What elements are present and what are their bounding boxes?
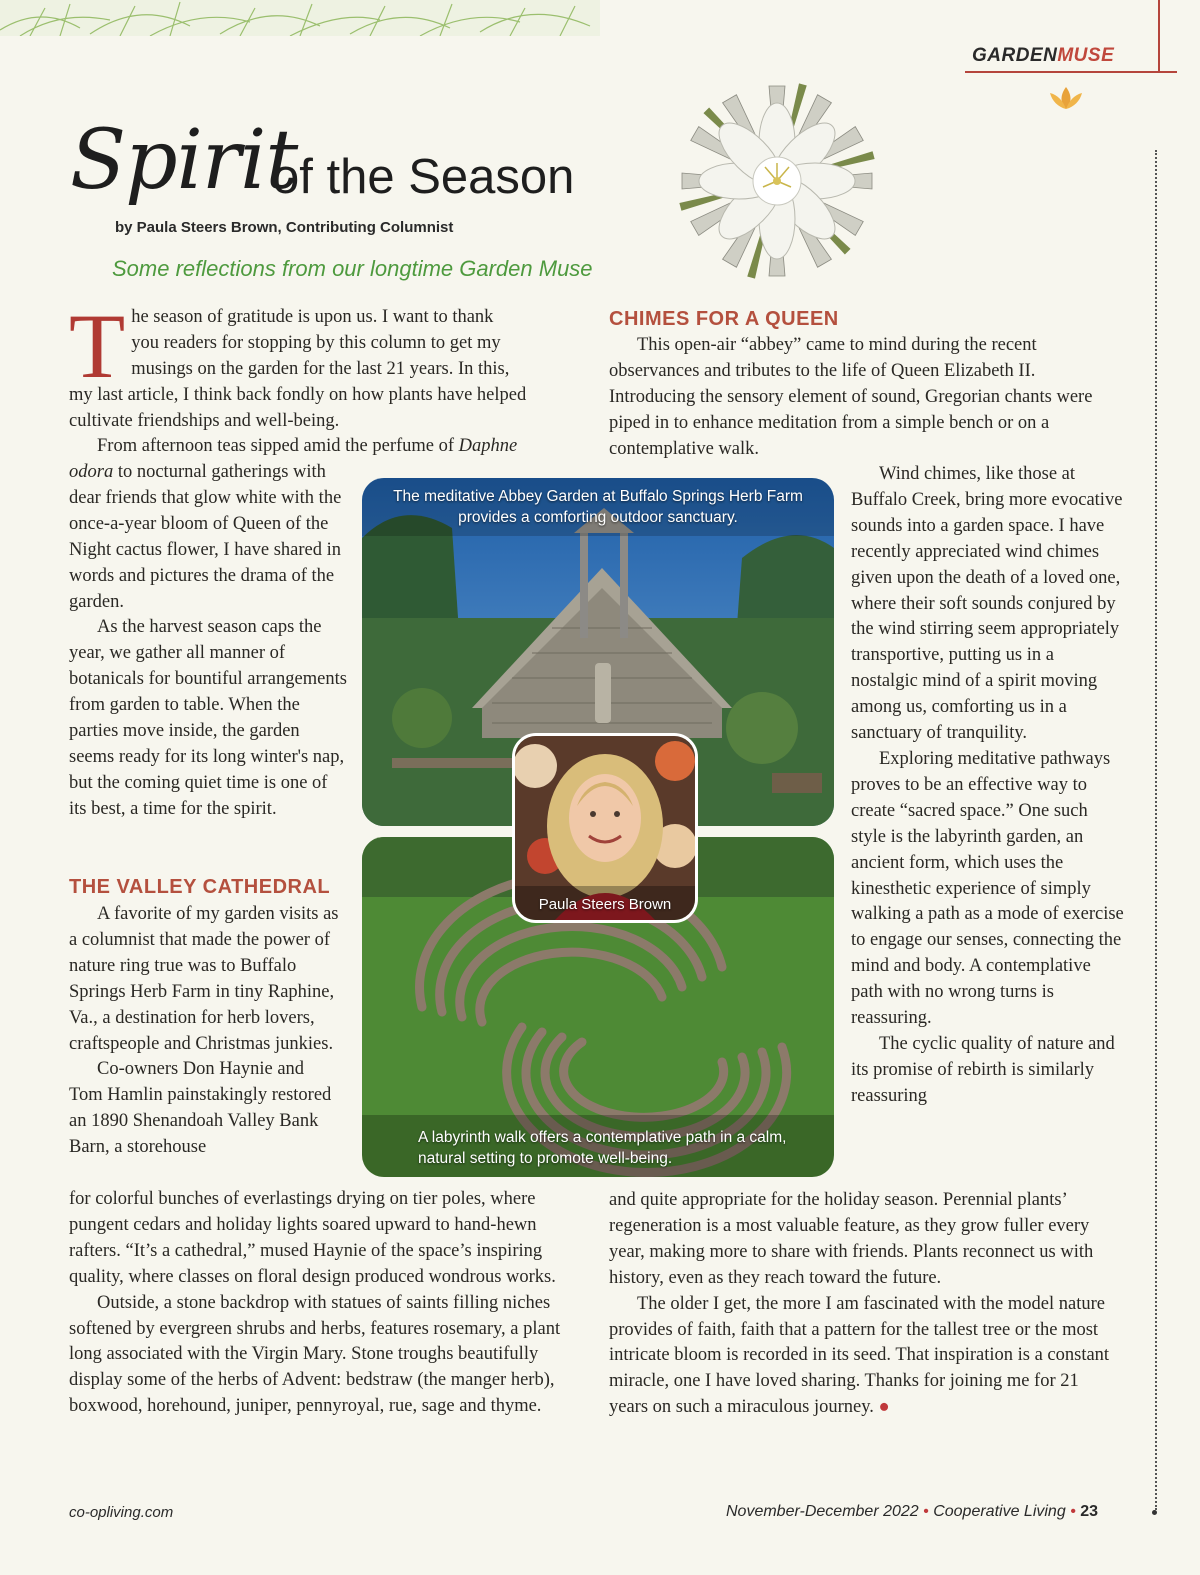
intro-paragraph-3: As the harvest season caps the year, we gather all manner of botanicals for bountiful arrangements from garden to table. When the parties move inside, the garden seems ready for its long winter's nap, but the coming quiet time is one of its best, a time for the spirit.: [69, 617, 347, 819]
footer-site: co-opliving.com: [69, 1504, 174, 1521]
chimes-paragraph-1: [609, 333, 1115, 463]
chimes-paragraph-5: [609, 1292, 1115, 1422]
chimes-paragraph-4a: The cyclic quality of nature and its promise of rebirth is similarly reassuring: [851, 1033, 1115, 1106]
intro-line-2: you readers for stopping by this column to get my: [131, 332, 501, 353]
footer-separator-2: •: [1070, 1503, 1076, 1520]
chimes-paragraph-2: Wind chimes, like those at Buffalo Creek, bring more evocative sounds into a garden space. I have recently appreciated wind chimes given upon the death of a loved one, where their soft sounds conjured by the wind stirring seem appropriately transportive, putting us in a nostalgic mind of a spirit moving among us, comforting us in a sanctuary of tranquility.: [851, 464, 1123, 744]
byline: by Paula Steers Brown, Contributing Columnist: [115, 219, 454, 236]
page-edge-dotted-rule: [1155, 150, 1157, 1510]
section-tag-word-1: GARDEN: [972, 45, 1058, 66]
labyrinth-caption: A labyrinth walk offers a contemplative path in a calm, natural setting to promote well-being.: [418, 1129, 787, 1167]
valley-column-wide: [69, 1187, 565, 1420]
intro-line-3: musings on the garden for the last 21 years. In this,: [131, 358, 510, 379]
footer-issue-info: [726, 1503, 1098, 1521]
valley-paragraph-3: Outside, a stone backdrop with statues of saints filling niches softened by evergreen shrubs and herbs, features rosemary, a plant long associated with the Virgin Mary. Stone troughs beautifully display some of the herbs of Advent: bedstraw (the manger herb), boxwood, horehound, juniper, pennyroyal, rue, sage and thyme.: [69, 1292, 561, 1417]
footer-issue: November-December 2022: [726, 1503, 919, 1520]
intro-p2-end: to nocturnal gatherings with dear friends that glow white with the once-a-year bloom of Queen of the Night cactus flower, I have shared in words and pictures the drama of the garden.: [69, 462, 342, 612]
chimes-paragraph-5-text: The older I get, the more I am fascinated with the model nature provides of faith, faith that a pattern for the tallest tree or the most intricate bloom is recorded in its seed. That inspiration is a constant miracle, one I have loved sharing. Thanks for joining me for 21 years on such a miraculous journey.: [609, 1293, 1110, 1418]
heading-valley-cathedral: THE VALLEY CATHEDRAL: [69, 876, 331, 898]
valley-paragraph-2b: for colorful bunches of everlastings drying on tier poles, where pungent cedars and holiday lights soared upward to hand-hewn rafters. “It’s a cathedral,” mused Haynie of the space’s inspiring quality, where classes on floral design produced wondrous works.: [69, 1189, 556, 1287]
footer-magazine: Cooperative Living: [933, 1503, 1066, 1520]
footer-separator-1: •: [923, 1503, 929, 1520]
deck-subtitle: Some reflections from our longtime Garden Muse: [112, 256, 593, 281]
page-title: of the Season: [272, 150, 575, 204]
page-number: 23: [1080, 1503, 1099, 1520]
valley-column-narrow: [69, 902, 339, 1161]
chimes-column-wide: [609, 1188, 1115, 1421]
valley-paragraph-1: A favorite of my garden visits as a columnist that made the power of nature ring true was to Buffalo Springs Herb Farm in tiny Raphine, Va., a destination for herb lovers, craftspeople and Christmas junkies.: [69, 904, 339, 1054]
drop-cap: T: [69, 295, 126, 397]
footer-end-dot: [1152, 1510, 1157, 1515]
chimes-paragraph-3: Exploring meditative pathways proves to be an effective way to create “sacred space.” One such style is the labyrinth garden, an ancient form, which uses the kinesthetic experience of simply walking a path as a mode of exercise to engage our senses, connecting the mind and body. A contemplative path with no wrong turns is reassuring.: [851, 748, 1124, 1029]
author-portrait: [512, 733, 698, 923]
abbey-caption: The meditative Abbey Garden at Buffalo Springs Herb Farm provides a comforting outdoor sanctuary.: [393, 488, 803, 526]
portrait-caption: Paula Steers Brown: [538, 896, 672, 913]
section-rule-vertical: [1158, 0, 1160, 72]
intro-paragraph-2-top: [69, 434, 565, 460]
section-tag-word-2: MUSE: [1057, 45, 1115, 66]
intro-p2-start: From afternoon teas sipped amid the perfume of: [97, 436, 459, 456]
section-rule-horizontal: [965, 71, 1177, 73]
lotus-icon: [1046, 85, 1086, 111]
title-script: Spirit: [70, 113, 298, 208]
section-tag: [972, 45, 1114, 67]
end-mark: ●: [878, 1397, 890, 1418]
chimes-paragraph-1-text: This open-air “abbey” came to mind during the recent observances and tributes to the life of Queen Elizabeth II. Introducing the sensory element of sound, Gregorian chants were piped in to enhance meditation from a simple bench or on a contemplative walk.: [609, 335, 1093, 459]
leaf-pattern-decoration: [0, 0, 600, 36]
chimes-paragraph-4b: and quite appropriate for the holiday season. Perennial plants’ regeneration is a most valuable feature, as they grow fuller every year, making more to share with friends. Plants reconnect us with history, even as they reach toward the future.: [609, 1190, 1094, 1288]
intro-rest: my last article, I think back fondly on how plants have helped cultivate friendships and well-being.: [69, 384, 527, 431]
intro-paragraph-1: [69, 295, 549, 435]
valley-paragraph-2a: Co-owners Don Haynie and Tom Hamlin painstakingly restored an 1890 Shenandoah Valley Bank Barn, a storehouse: [69, 1059, 332, 1158]
heading-chimes-for-a-queen: CHIMES FOR A QUEEN: [609, 308, 839, 330]
cactus-flower-illustration: [672, 76, 882, 286]
intro-line-1: he season of gratitude is upon us. I want to thank: [131, 307, 494, 327]
odora-italic: odora: [69, 462, 114, 482]
daphne-italic: Daphne: [458, 436, 518, 456]
intro-column-narrow: [69, 460, 349, 823]
chimes-column-narrow: [851, 462, 1125, 1110]
author-portrait-image: [515, 736, 695, 920]
